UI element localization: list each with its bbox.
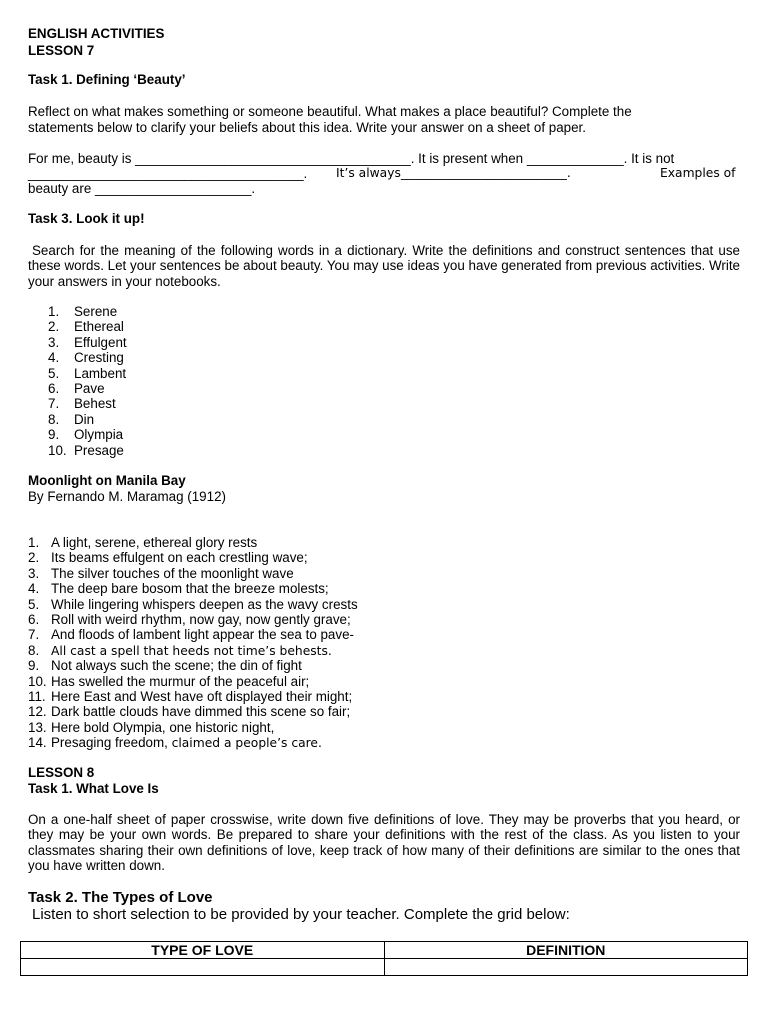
fill-in-line-2c: Examples of [660, 166, 736, 180]
vocabulary-item [48, 319, 127, 334]
poem-line [28, 674, 358, 689]
vocabulary-word: Cresting [74, 350, 124, 366]
poem-title: Moonlight on Manila Bay [28, 473, 186, 488]
vocabulary-number: 1. [48, 304, 60, 319]
grid-header-row [21, 942, 748, 959]
poem-line-text: Roll with weird rhythm, now gay, now gently grave; [51, 611, 351, 627]
vocabulary-number: 3. [48, 334, 60, 350]
vocabulary-item [48, 335, 127, 350]
vocabulary-list [48, 304, 127, 458]
poem-line-number: 13. [28, 719, 47, 735]
lesson8-task1-text: On a one-half sheet of paper crosswise, write down five definitions of love. They may be proverbs that you heard, or they may be your own words. Be prepared to share your definitions with the rest of the class. As you listen to your classmates sharing their own definitions of love, keep track of how many of their definitions are similar to the ones that you have written down. [28, 812, 740, 874]
vocabulary-number: 8. [48, 411, 60, 427]
poem-line [28, 535, 358, 550]
poem-line [28, 612, 358, 627]
poem-line-text: Its beams effulgent on each crestling wave; [51, 550, 308, 566]
vocabulary-item [48, 366, 127, 381]
vocabulary-number: 9. [48, 427, 60, 443]
lesson8-task1-heading: Task 1. What Love Is [28, 781, 159, 796]
poem-line-number: 9. [28, 658, 40, 674]
vocabulary-item [48, 412, 127, 427]
poem-line-number: 14. [28, 735, 47, 751]
poem-line-text: Has swelled the murmur of the peaceful air; [51, 673, 310, 689]
poem-byline: By Fernando M. Maramag (1912) [28, 489, 226, 504]
poem-line-text: And floods of lambent light appear the sea to pave- [51, 627, 354, 643]
poem-line-text-alt: claimed a people’s care. [171, 736, 322, 751]
fill-in-line-2a: _____________________________________. [28, 166, 308, 181]
vocabulary-word: Lambent [74, 365, 127, 381]
vocabulary-word: Effulgent [74, 334, 127, 350]
poem-line-text: While lingering whispers deepen as the wavy crests [51, 596, 358, 612]
poem-line-text: Not always such the scene; the din of fight [51, 658, 302, 674]
poem-line-number: 8. [28, 642, 40, 658]
task3-heading: Task 3. Look it up! [28, 211, 145, 226]
poem-line [28, 597, 358, 612]
vocabulary-number: 4. [48, 350, 60, 366]
poem-line-number: 6. [28, 611, 40, 627]
lesson-7-heading: LESSON 7 [28, 43, 95, 58]
poem-line [28, 643, 358, 658]
vocabulary-word: Serene [74, 304, 118, 319]
poem-lines [28, 535, 358, 750]
vocabulary-word: Ethereal [74, 319, 124, 335]
lesson8-task2-heading: Task 2. The Types of Love [28, 889, 213, 906]
poem-line-number: 4. [28, 581, 40, 597]
poem-line-text: Dark battle clouds have dimmed this scene so fair; [51, 704, 351, 720]
vocabulary-word: Presage [74, 442, 124, 458]
lesson-8-heading: LESSON 8 [28, 765, 95, 780]
poem-line [28, 689, 358, 704]
poem-line-text-alt: All cast a spell that heeds not time’s behests. [51, 643, 332, 658]
poem-line-text: Presaging freedom, [51, 735, 172, 751]
poem-line-number: 5. [28, 596, 40, 612]
task1-instructions-line2: statements below to clarify your beliefs about this idea. Write your answer on a sheet of paper. [28, 120, 586, 135]
poem-line-number: 2. [28, 550, 40, 566]
poem-line-number: 10. [28, 673, 47, 689]
vocabulary-item [48, 443, 127, 458]
vocabulary-item [48, 381, 127, 396]
poem-line-text: The silver touches of the moonlight wave [51, 565, 294, 581]
vocabulary-item [48, 396, 127, 411]
poem-line [28, 566, 358, 581]
poem-line-number: 1. [28, 535, 40, 550]
vocabulary-number: 2. [48, 319, 60, 335]
poem-line [28, 735, 358, 750]
poem-line-text: Here bold Olympia, one historic night, [51, 719, 275, 735]
poem-line-number: 11. [28, 688, 46, 704]
poem-line-text: The deep bare bosom that the breeze molests; [51, 581, 329, 597]
vocabulary-item [48, 304, 127, 319]
poem-line-number: 7. [28, 627, 40, 643]
poem-line [28, 550, 358, 565]
poem-line [28, 581, 358, 596]
grid-header-type-of-love: TYPE OF LOVE [21, 942, 385, 959]
vocabulary-word: Olympia [74, 427, 124, 443]
vocabulary-number: 10. [48, 442, 67, 458]
vocabulary-word: Pave [74, 380, 105, 396]
grid-empty-row [21, 959, 748, 976]
grid-header-definition: DEFINITION [384, 942, 748, 959]
grid-cell-type [21, 959, 385, 976]
fill-in-line-2b: It’s always___________________________. [336, 166, 571, 180]
poem-line-number: 3. [28, 565, 40, 581]
poem-line-number: 12. [28, 704, 47, 720]
types-of-love-grid [20, 941, 748, 976]
vocabulary-item [48, 427, 127, 442]
fill-in-line-3: beauty are _____________________. [28, 181, 256, 196]
poem-line [28, 658, 358, 673]
document-title: ENGLISH ACTIVITIES [28, 26, 165, 41]
lesson8-task2-text: Listen to short selection to be provided by your teacher. Complete the grid below: [32, 906, 570, 923]
poem-line-text: A light, serene, ethereal glory rests [51, 535, 258, 550]
task3-instructions: Search for the meaning of the following words in a dictionary. Write the definitions and construct sentences that use these words. Let your sentences be about beauty. You may use ideas you have generated from previous activities. Write your answers in your notebooks. [28, 243, 740, 289]
vocabulary-word: Behest [74, 396, 116, 412]
poem-line [28, 627, 358, 642]
poem-line [28, 704, 358, 719]
vocabulary-number: 5. [48, 365, 60, 381]
fill-in-line-1: For me, beauty is _____________________________________. It is present when _____________. It is not [28, 151, 675, 166]
vocabulary-number: 7. [48, 396, 60, 412]
vocabulary-word: Din [74, 411, 95, 427]
vocabulary-number: 6. [48, 380, 60, 396]
poem-line [28, 720, 358, 735]
grid-cell-definition [384, 959, 748, 976]
task1-instructions-line1: Reflect on what makes something or someone beautiful. What makes a place beautiful? Complete the [28, 104, 632, 119]
vocabulary-item [48, 350, 127, 365]
poem-line-text: Here East and West have oft displayed their might; [51, 688, 353, 704]
task1-heading: Task 1. Defining ‘Beauty’ [28, 72, 186, 87]
